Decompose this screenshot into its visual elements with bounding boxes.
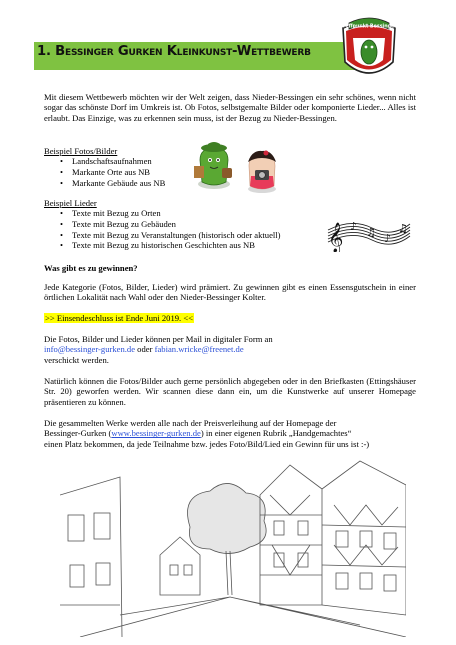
photographer-figure bbox=[242, 148, 282, 194]
page-title: 1. Bessinger Gurken Kleinkunst-Wettbewerb bbox=[37, 44, 311, 59]
fotos-heading: Beispiel Fotos/Bilder bbox=[44, 146, 118, 156]
personal-delivery-paragraph: Natürlich können die Fotos/Bilder auch gerne persönlich abgegeben oder in den Briefkasten (Ettingshäuser Str. 20) geworfen werden. Wir scannen diese dann ein, um die Kunstwerke auf unserer Homepage präsentieren zu können. bbox=[44, 376, 416, 407]
gallery-line: ) in einer eigenen Rubrik „Handgemachtes“ bbox=[200, 428, 352, 439]
or-text: oder bbox=[135, 344, 155, 355]
list-item: • Texte mit Bezug zu historischen Geschichten aus NB bbox=[60, 240, 281, 251]
svg-text:Treffpunkt Bessingen: Treffpunkt Bessingen bbox=[340, 24, 398, 30]
prize-paragraph: Jede Kategorie (Fotos, Bilder, Lieder) wird prämiert. Zu gewinnen gibt es einen Essensgutschein in einer örtlichen Lokalität nach Wahl oder den Nieder-Bessinger Kolter. bbox=[44, 282, 416, 303]
list-item: • Texte mit Bezug zu Orten bbox=[60, 208, 281, 219]
music-notes-illustration bbox=[322, 212, 412, 252]
club-logo bbox=[339, 14, 399, 86]
gallery-line: einen Platz bekommen, da jede Teilnahme bzw. jedes Foto/Bild/Lied ein Gewinn für uns ist :-) bbox=[44, 438, 370, 449]
treble-clef-icon: 𝄞 bbox=[328, 223, 344, 252]
email-link-info[interactable]: info@bessinger-gurken.de bbox=[44, 344, 136, 355]
prize-question: Was gibt es zu gewinnen? bbox=[44, 263, 138, 273]
note-icon: ♪ bbox=[384, 232, 392, 245]
submission-line: Die Fotos, Bilder und Lieder können per Mail in digitaler Form an bbox=[44, 334, 273, 344]
submission-line: verschickt werden. bbox=[44, 354, 109, 365]
fotos-list bbox=[60, 156, 165, 188]
list-item: • Markante Orte aus NB bbox=[60, 167, 165, 178]
intro-paragraph: Mit diesem Wettbewerb möchten wir der Welt zeigen, dass Nieder-Bessingen ein sehr schönes, wenn nicht sogar das schönste Dorf im Umkreis ist. Ob Fotos, selbstgemalte Bilder oder komponierte Lieder... Alles ist erlaubt. Das Einzige, was zu erkennen sein muss, ist der Bezug zu Nieder-Bessingen. bbox=[44, 92, 416, 123]
submission-paragraph bbox=[44, 334, 416, 365]
gallery-paragraph bbox=[44, 418, 416, 449]
note-icon: ♫ bbox=[366, 226, 376, 239]
gallery-line: Bessinger-Gurken ( bbox=[44, 428, 112, 439]
list-item: • Markante Gebäude aus NB bbox=[60, 178, 165, 189]
village-street-sketch bbox=[60, 455, 406, 637]
gurke-painter-figure bbox=[192, 140, 236, 190]
list-item: • Texte mit Bezug zu Veranstaltungen (historisch oder aktuell) bbox=[60, 230, 281, 241]
list-item: • Texte mit Bezug zu Gebäuden bbox=[60, 219, 281, 230]
lieder-list bbox=[60, 208, 281, 251]
email-link-fabian[interactable]: fabian.wricke@freenet.de bbox=[154, 344, 244, 355]
gallery-line: Die gesammelten Werke werden alle nach der Preisverleihung auf der Homepage der bbox=[44, 418, 337, 428]
deadline-banner: >> Einsendeschluss ist Ende Juni 2019. << bbox=[45, 313, 194, 323]
lieder-heading: Beispiel Lieder bbox=[44, 198, 97, 208]
list-item: • Landschaftsaufnahmen bbox=[60, 156, 165, 167]
note-icon: ♫ bbox=[398, 222, 408, 235]
homepage-link[interactable]: www.bessinger-gurken.de bbox=[111, 428, 201, 439]
note-icon: ♪ bbox=[350, 220, 358, 233]
